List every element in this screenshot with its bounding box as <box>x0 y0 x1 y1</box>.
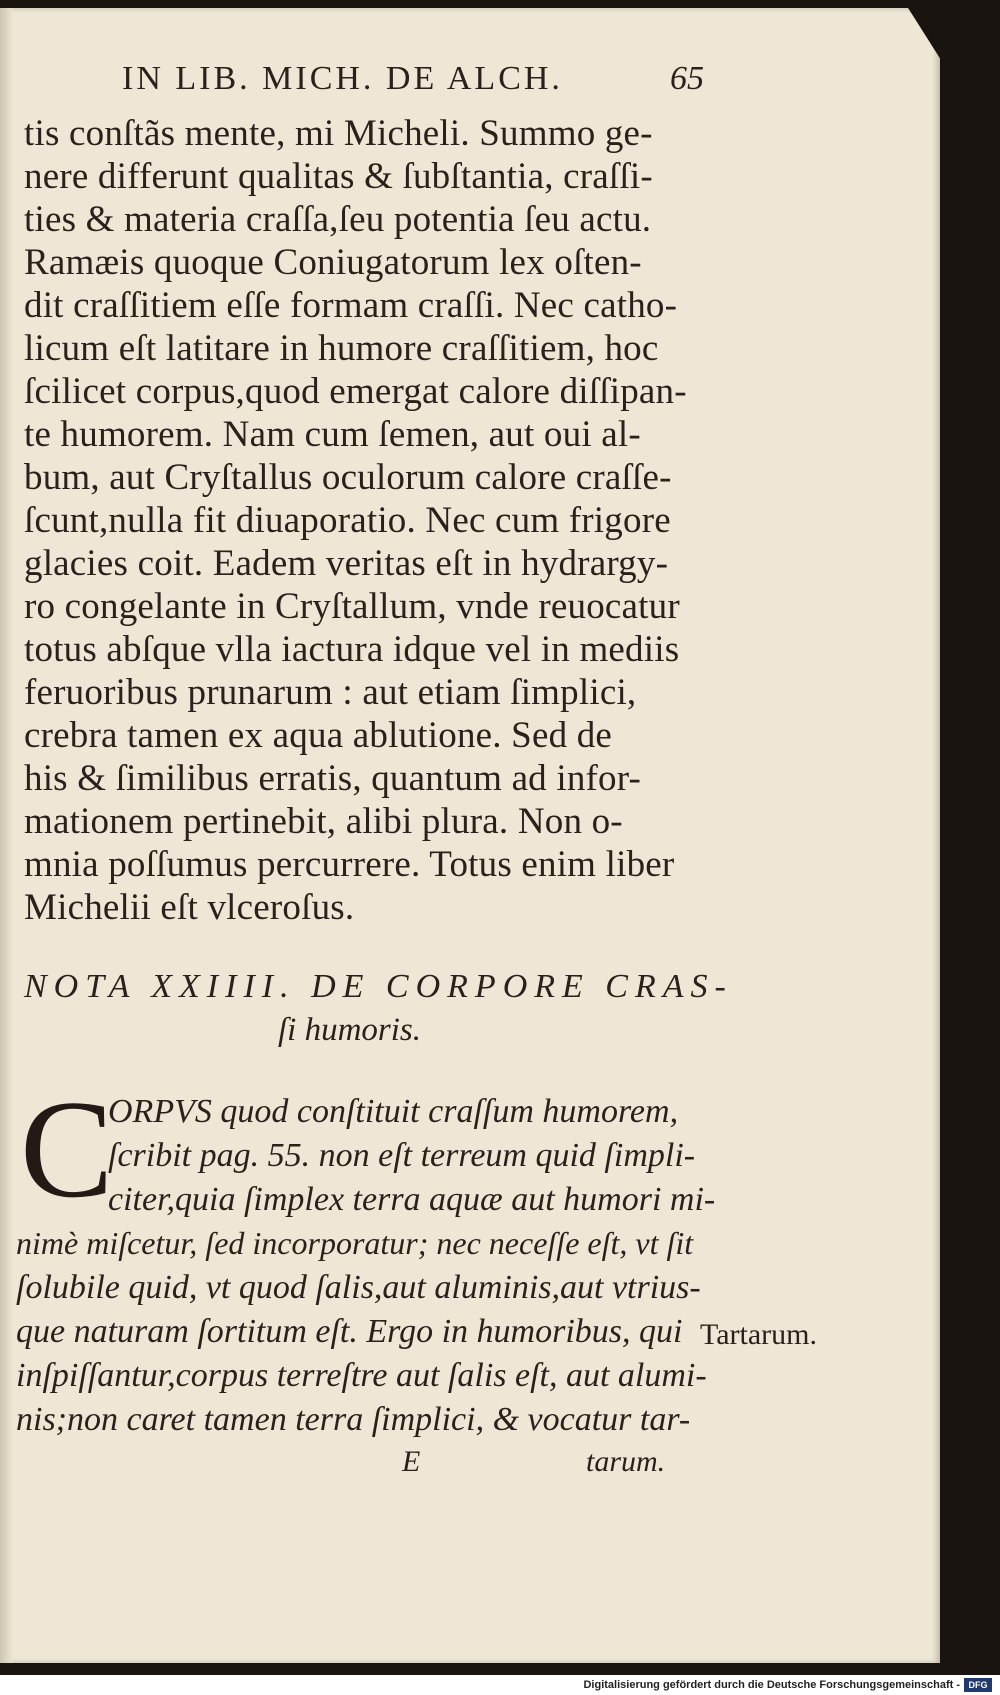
body-line: dit craſſitiem eſſe formam craſſi. Nec catho- <box>24 285 678 326</box>
body-line: glacies coit. Eadem veritas eſt in hydrargy- <box>24 543 669 584</box>
body-line: feruoribus prunarum : aut etiam ſimplici, <box>24 672 637 713</box>
body-line: ſcilicet corpus,quod emergat calore diſſipan- <box>24 371 687 412</box>
body-line: ro congelante in Cryſtallum, vnde reuocatur <box>24 586 680 627</box>
section-heading-continuation: ſi humoris. <box>278 1012 422 1048</box>
digitization-credit: Digitalisierung gefördert durch die Deutsche Forschungsgemeinschaft - <box>583 1679 960 1691</box>
body-line: ties & materia craſſa,ſeu potentia ſeu actu. <box>24 199 652 240</box>
body-line: nere differunt qualitas & ſubſtantia, craſſi- <box>24 156 653 197</box>
italic-line: ORPVS quod conſtituit craſſum humorem, <box>108 1093 679 1130</box>
signature-mark: E <box>402 1445 421 1478</box>
scan-bottom-border <box>0 1663 1000 1675</box>
body-line: his & ſimilibus erratis, quantum ad infor- <box>24 758 642 799</box>
page-number: 65 <box>670 60 704 97</box>
page-gutter <box>0 8 12 1668</box>
running-title: IN LIB. MICH. DE ALCH. <box>122 60 563 97</box>
margin-note: Tartarum. <box>700 1318 818 1351</box>
body-line: ſcunt,nulla fit diuaporatio. Nec cum frigore <box>24 500 671 541</box>
italic-line: que naturam ſortitum eſt. Ergo in humoribus, qui <box>16 1313 683 1350</box>
body-line: te humorem. Nam cum ſemen, aut oui al- <box>24 414 641 455</box>
body-line: licum eſt latitare in humore craſſitiem, hoc <box>24 328 659 369</box>
italic-line: nis;non caret tamen terra ſimplici, & vocatur tar- <box>16 1401 691 1438</box>
catchword: tarum. <box>586 1445 666 1478</box>
italic-line: inſpiſſantur,corpus terreſtre aut ſalis eſt, aut alumi- <box>16 1357 707 1394</box>
body-line: tis conſtãs mente, mi Micheli. Summo ge- <box>24 113 653 154</box>
italic-line: nimè miſcetur, ſed incorporatur; nec neceſſe eſt, vt ſit <box>16 1225 694 1261</box>
body-line: Michelii eſt vlceroſus. <box>24 887 355 928</box>
italic-line: ſcribit pag. 55. non eſt terreum quid ſimpli- <box>108 1137 696 1174</box>
body-line: mnia poſſumus percurrere. Totus enim liber <box>24 844 675 885</box>
body-line: bum, aut Cryſtallus oculorum calore craſſe- <box>24 457 672 498</box>
body-line: totus abſque vlla iactura idque vel in mediis <box>24 629 680 670</box>
italic-line: ſolubile quid, vt quod ſalis,aut aluminis,aut vtrius- <box>16 1269 701 1306</box>
section-heading: NOTA XXIIII. DE CORPORE CRAS- <box>24 968 733 1005</box>
drop-cap: C <box>20 1072 114 1227</box>
body-line: Ramæis quoque Coniugatorum lex oſten- <box>24 242 642 283</box>
body-line: mationem pertinebit, alibi plura. Non o- <box>24 801 623 842</box>
body-line: crebra tamen ex aqua ablutione. Sed de <box>24 715 613 756</box>
italic-line: citer,quia ſimplex terra aquæ aut humori mi- <box>108 1181 716 1218</box>
dfg-logo: DFG <box>964 1678 992 1692</box>
scan-right-border <box>940 8 1000 1668</box>
